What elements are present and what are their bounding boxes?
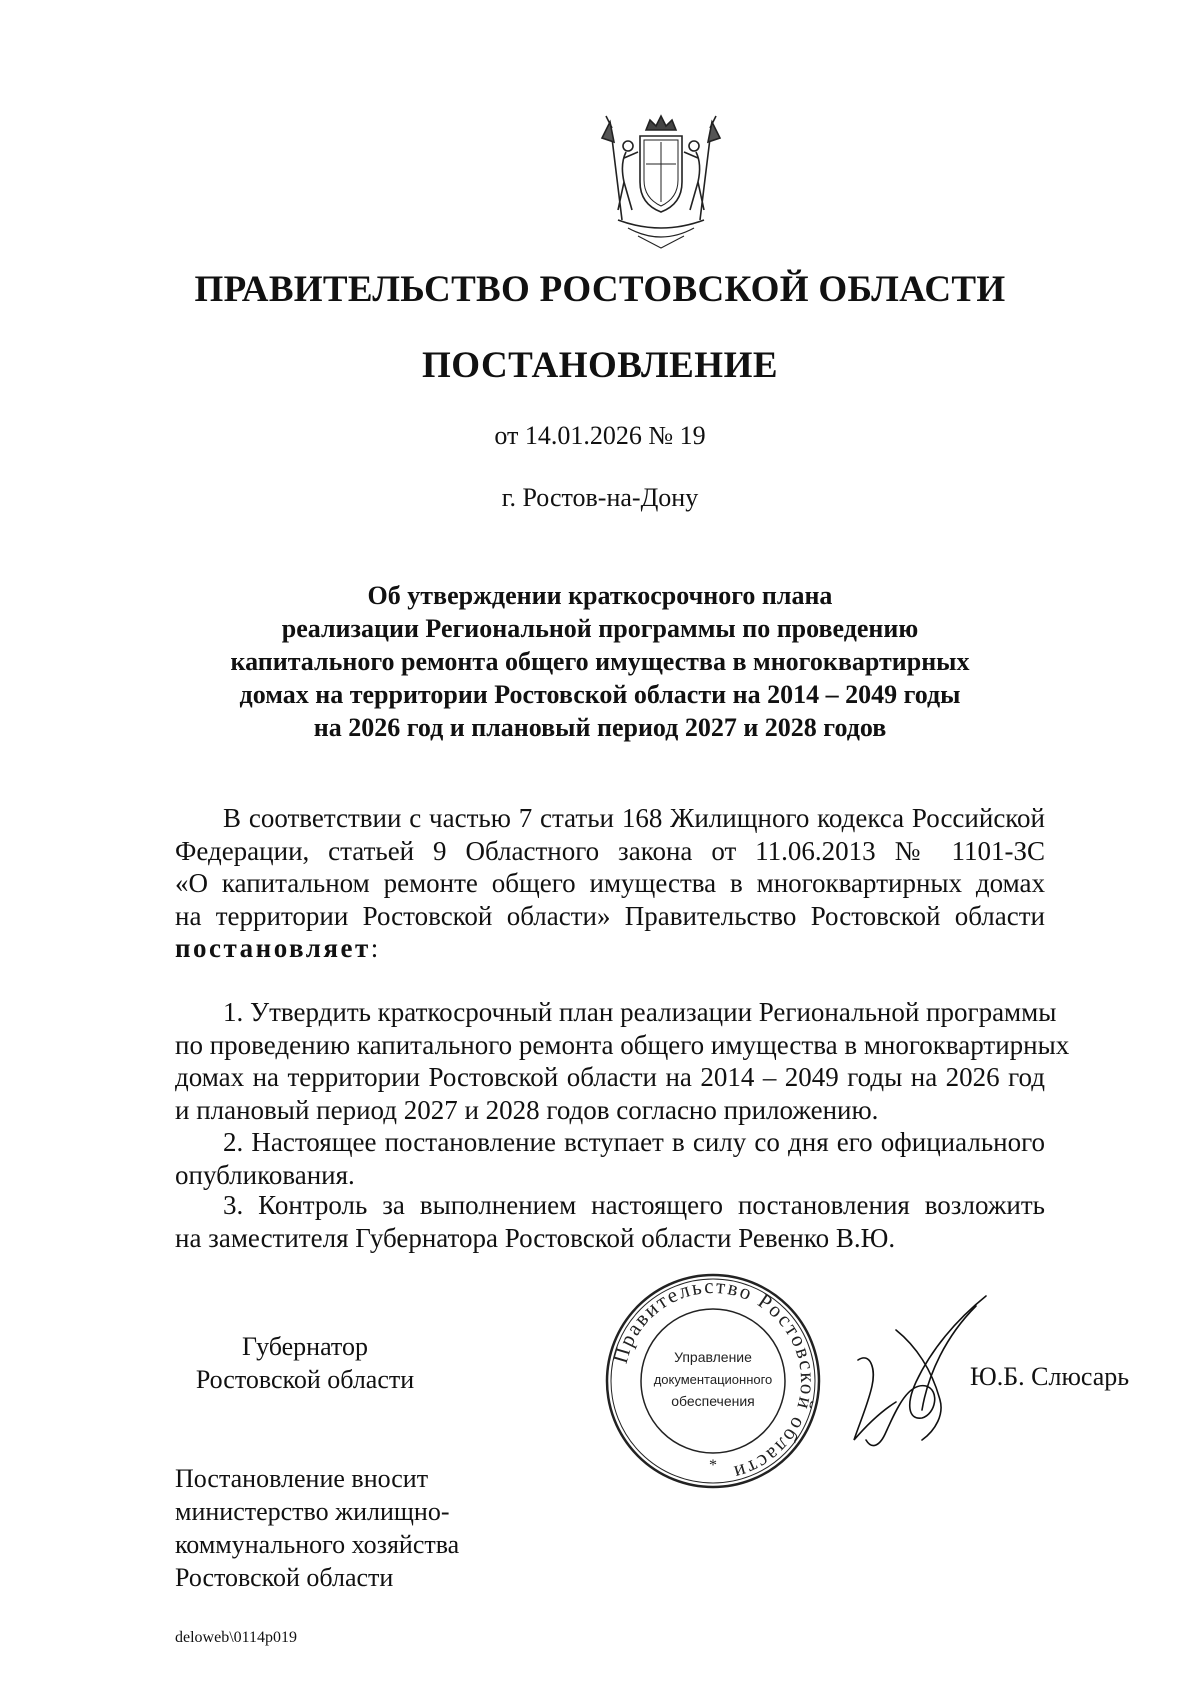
document-type: ПОСТАНОВЛЕНИЕ	[421, 345, 779, 386]
stamp-inner-line: Управление	[674, 1349, 752, 1365]
item-line: 3. Контроль за выполнением настоящего постановления возложить	[223, 1190, 1045, 1220]
stamp-inner-line: документационного	[653, 1372, 773, 1387]
subject-line: домах на территории Ростовской области на 2014 – 2049 годы	[239, 680, 961, 709]
item-line: и плановый период 2027 и 2028 годов согласно приложению.	[175, 1094, 879, 1125]
rostov-oblast-coat-of-arms-icon	[598, 112, 724, 252]
subject-line: капитального ремонта общего имущества в многоквартирных	[230, 647, 970, 676]
preamble-resolves-line	[175, 932, 1045, 965]
submitted-by-line: министерство жилищно-	[175, 1497, 450, 1526]
subject-line: реализации Региональной программы по проведению	[281, 614, 919, 643]
item-line: на заместителя Губернатора Ростовской области Ревенко В.Ю.	[175, 1222, 896, 1253]
signer-position-line: Ростовской области	[195, 1365, 415, 1394]
preamble-line: «О капитальном ремонте общего имущества в многоквартирных домах	[175, 868, 1045, 898]
preamble	[175, 802, 1045, 965]
document-date-number: от 14.01.2026 № 19	[494, 421, 706, 450]
signer-name: Ю.Б. Слюсарь	[970, 1362, 1130, 1391]
subject-line: на 2026 год и плановый период 2027 и 2028 годов	[313, 713, 887, 742]
document-subject	[180, 579, 1020, 744]
resolution-item-3	[175, 1189, 1045, 1254]
item-line: 2. Настоящее постановление вступает в силу со дня его официального	[223, 1127, 1045, 1157]
svg-text:*: *	[709, 1457, 717, 1474]
stamp-outer-text: Правительство Ростовской области	[607, 1273, 821, 1486]
subject-line: Об утверждении краткосрочного плана	[367, 581, 833, 610]
preamble-line: на территории Ростовской области» Правительство Ростовской области	[175, 900, 1045, 931]
preamble-line: Федерации, статьей 9 Областного закона от 11.06.2013 № 1101-ЗС	[175, 835, 1045, 866]
resolves-punct: :	[370, 933, 379, 963]
stamp-inner-line: обеспечения	[671, 1393, 755, 1409]
document-place: г. Ростов-на-Дону	[501, 483, 699, 512]
signer-position	[175, 1330, 435, 1396]
submitted-by-line: коммунального хозяйства	[175, 1530, 460, 1559]
preamble-line: В соответствии с частью 7 статьи 168 Жилищного кодекса Российской	[223, 803, 1045, 833]
organization-title: ПРАВИТЕЛЬСТВО РОСТОВСКОЙ ОБЛАСТИ	[194, 269, 1006, 310]
file-reference: deloweb\0114p019	[175, 1629, 298, 1646]
resolution-item-1	[175, 996, 1070, 1126]
submitted-by-line: Постановление вносит	[175, 1464, 429, 1493]
submitted-by-line: Ростовской области	[175, 1563, 394, 1592]
submitted-by-note	[175, 1462, 459, 1594]
official-stamp	[602, 1270, 824, 1492]
resolves-word: постановляет	[175, 933, 371, 963]
resolution-item-2	[175, 1126, 1045, 1191]
item-line: домах на территории Ростовской области на 2014 – 2049 годы на 2026 год	[175, 1062, 1045, 1092]
item-line: по проведению капитального ремонта общего имущества в многоквартирных	[175, 1029, 1070, 1060]
item-line: 1. Утвердить краткосрочный план реализации Региональной программы	[223, 997, 1057, 1027]
signer-position-line: Губернатор	[242, 1332, 368, 1361]
item-line: опубликования.	[175, 1159, 355, 1190]
